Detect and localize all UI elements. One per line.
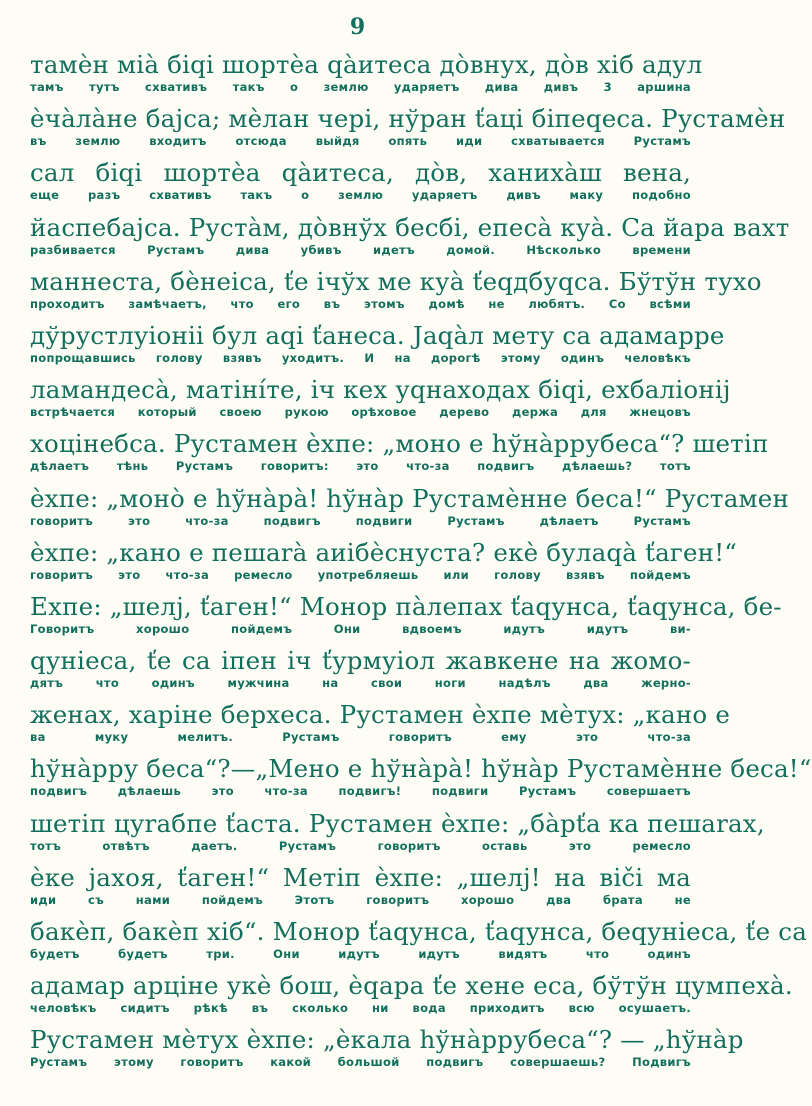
russian-gloss: иди съ нами пойдемъ Этотъ говоритъ хорошо два брата не	[30, 892, 691, 907]
russian-gloss: въ землю входитъ отсюда выйдя опять иди схватывается Рустамъ	[30, 134, 691, 149]
text-line	[30, 646, 691, 700]
original-text: Рустамен мèтух ѐхпе: „ѐкала hўнàррубеса“? — „hўнàр	[30, 1025, 744, 1055]
russian-gloss: Говоритъ хорошо пойдемъ Они вдвоемъ идутъ идутъ ви-	[30, 621, 691, 636]
text-line	[30, 212, 790, 267]
text-line	[30, 754, 812, 808]
russian-gloss: попрощавшись голову взявъ уходитъ. И на дорогѣ этому одинъ человѣкъ	[30, 350, 691, 365]
text-line	[30, 375, 731, 429]
original-text: ѐчàлàне бајса; мѐлан чері, нўран ťаці біпеqеса. Рустамѐн	[30, 104, 786, 134]
russian-gloss: тамъ тутъ схвативъ такъ о землю ударяетъ дива дивъ 3 аршина	[30, 80, 691, 94]
original-text: бакѐп, бакѐп хіб“. Монор ťаqунса, ťаqунса, беqуніеса, ťе са	[30, 917, 807, 946]
text-line	[30, 158, 691, 212]
text-line	[30, 320, 725, 375]
text-line	[30, 483, 789, 538]
russian-gloss: будетъ будетъ три. Они идутъ идутъ видятъ что одинъ	[30, 947, 691, 961]
russian-gloss: говоритъ это что-за подвигъ подвиги Рустамъ дѣлаетъ Рустамъ	[30, 513, 691, 528]
original-text: тамèн міà біqі шортèа qàитеса дòвнух, дòв хіб адул	[30, 50, 703, 79]
text-line	[30, 863, 691, 917]
text-line	[30, 537, 737, 592]
page-number: 9	[349, 14, 366, 40]
original-text: дўрустлуіоніі бул аqі ťанеса. Јаqàл мету са адамаррe	[30, 320, 725, 350]
original-text: маннеста, бèнеіса, ťе ічўх ме куà ťеqдбуqса. Бўтўн тухо	[30, 266, 762, 296]
russian-gloss: дятъ что одинъ мужчина на свои ноги надѣлъ два жерно-	[30, 676, 691, 691]
text-line	[30, 104, 786, 158]
original-text: шетіп цуrабпе ťаста. Рустамен ѐхпе: „бàрťа ка пешаrах,	[30, 808, 765, 838]
russian-gloss: Рустамъ этому говоритъ какой большой подвигъ совершаешь? Подвигъ	[30, 1055, 691, 1070]
russian-gloss: разбивается Рустамъ дива убивъ идетъ домой. Нѣсколько времени	[30, 242, 691, 257]
text-body	[30, 50, 812, 1080]
original-text: ѐке јахоя, ťаген!“ Метіп ѐхпе: „шелј! на віčі ма	[30, 862, 691, 892]
russian-gloss: еще разъ схвативъ такъ о землю ударяетъ дивъ маку подобно	[30, 188, 691, 203]
russian-gloss: встрѣчается который своею рукою орѣховое дерево держа для жнецовъ	[30, 405, 691, 420]
original-text: Ехпе: „шелј, ťаген!“ Монор пàлепах ťаqунса, ťаqунса, бе-	[30, 591, 782, 621]
text-line	[30, 808, 765, 863]
original-text: йаспебајса. Рустàм, дòвнўх бесбі, епесà куà. Са йара вахт	[30, 212, 790, 242]
russian-gloss: подвигъ дѣлаешь это что-за подвигъ! подвиги Рустамъ совершаетъ	[30, 784, 691, 799]
original-text: адамар арціне укѐ бош, ѐqара ťе хене еса, бўтўн цумпехà.	[30, 971, 793, 1001]
text-line	[30, 917, 807, 971]
original-text: ѐхпе: „монò е hўнàрà! hўнàр Рустамѐнне беса!“ Рустамен	[30, 483, 789, 513]
original-text: сал біqі шортѐа qàитеса, дòв, ханихàш вена,	[30, 158, 691, 188]
russian-gloss: тотъ отвѣтъ даетъ. Рустамъ говоритъ оставь это ремесло	[30, 838, 691, 853]
original-text: хоцінебса. Рустамен ѐхпе: „моно е hўнàррубеса“? шетіп	[30, 429, 769, 459]
text-line	[30, 1025, 744, 1079]
text-line	[30, 591, 782, 646]
russian-gloss: ва муку мелитъ. Рустамъ говоритъ ему это что-за	[30, 730, 691, 745]
original-text: ѐхпе: „кано е пешаrà аиібѐснуста? екѐ булаqà ťаген!“	[30, 537, 737, 567]
text-line	[30, 266, 762, 321]
russian-gloss: человѣкъ сидитъ рѣкѣ въ сколько ни вода приходитъ всю осушаетъ.	[30, 1001, 691, 1016]
text-line	[30, 429, 769, 483]
original-text: qуніеса, ťе са іпен іч ťурмуіол жавкене на жомо-	[30, 646, 691, 676]
original-text: ламандесà, матіні́те, іч кех уqнаходах біqі, ехбаліоніj	[30, 375, 731, 405]
text-line	[30, 971, 793, 1025]
text-line	[30, 50, 703, 104]
russian-gloss: проходитъ замѣчаетъ, что его въ этомъ домѣ не любятъ. Со всѣми	[30, 296, 691, 311]
original-text: женах, харіне берхеса. Рустамен ѐхпе мèтух: „кано е	[30, 700, 731, 730]
text-line	[30, 700, 731, 754]
original-text: hўнàрру беса“?—„Мено е hўнàрà! hўнàр Рустамèнне беса!“	[30, 754, 812, 784]
russian-gloss: дѣлаетъ тѣнь Рустамъ говоритъ: это что-за подвигъ дѣлаешь? тотъ	[30, 459, 691, 474]
russian-gloss: говоритъ это что-за ремесло употребляешь или голову взявъ пойдемъ	[30, 567, 691, 582]
